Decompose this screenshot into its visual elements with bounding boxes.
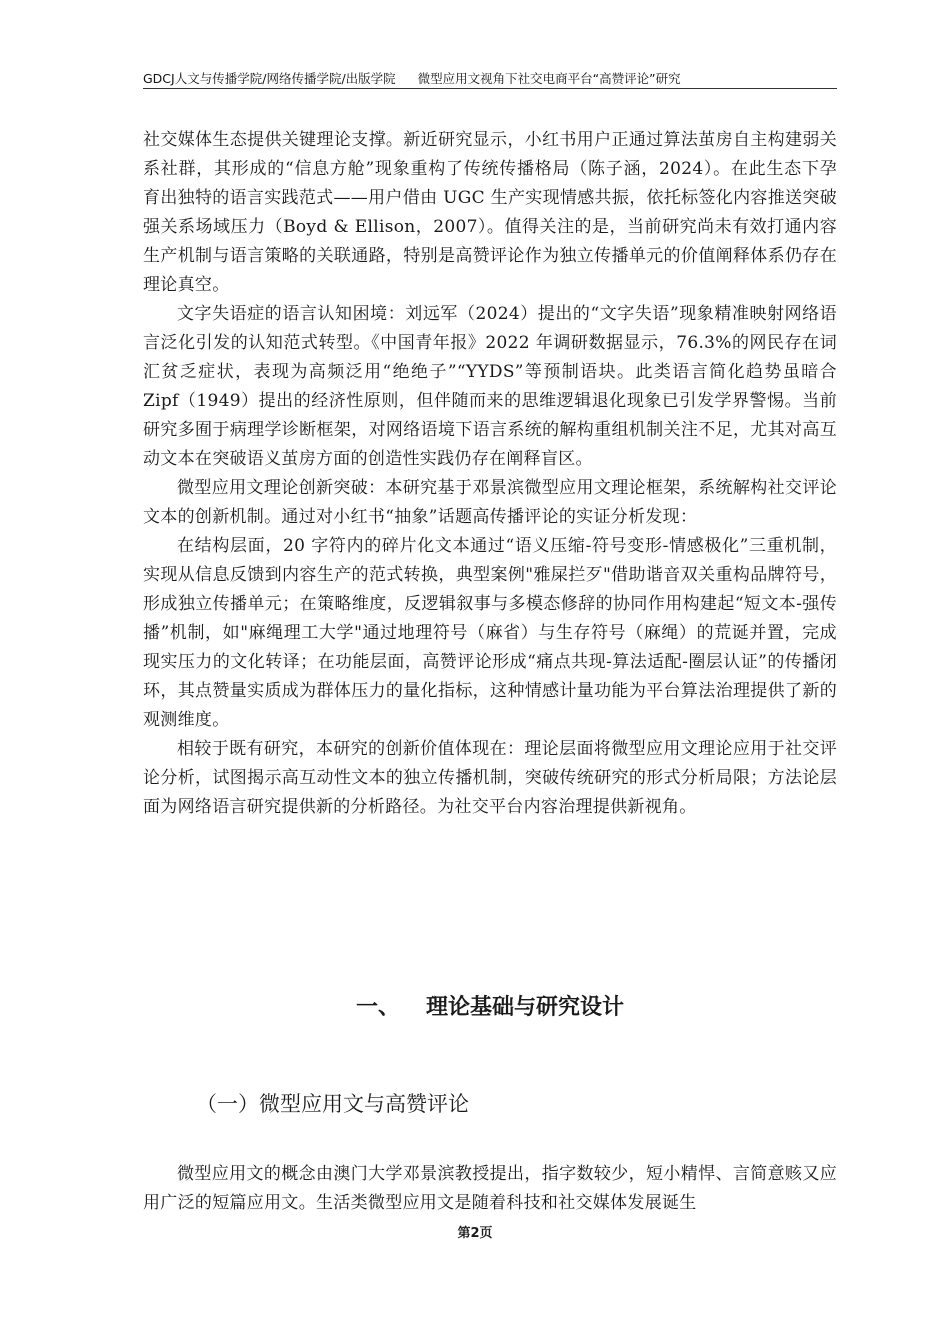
page-number: 第2页 <box>457 1226 493 1241</box>
section-heading <box>143 988 837 1028</box>
header-divider <box>143 88 837 89</box>
paragraph-innovation: 微型应用文理论创新突破：本研究基于邓景滨微型应用文理论框架，系统解构社交评论文本的创新机制。通过对小红书“抽象”话题高传播评论的实证分析发现： <box>143 478 837 527</box>
body-text-block <box>143 126 837 822</box>
body-text-closing <box>143 1160 837 1218</box>
paragraph-findings: 在结构层面，20 字符内的碎片化文本通过“语义压缩-符号变形-情感极化”三重机制，实现从信息反馈到内容生产的范式转换，典型案例"雅屎拦歹"借助谐音双关重构品牌符号，形成独立传播单元；在策略维度，反逻辑叙事与多模态修辞的协同作用构建起“短文本-强传播”机制，如"麻绳理工大学"通过地理符号（麻省）与生存符号（麻绳）的荒诞并置，完成现实压力的文化转译；在功能层面，高赞评论形成“痛点共现-算法适配-圈层认证”的传播闭环，其点赞量实质成为群体压力的量化指标，这种情感计量功能为平台算法治理提供了新的观测维度。 <box>143 536 837 730</box>
subsection-heading: （一）微型应用文与高赞评论 <box>196 1092 469 1116</box>
paragraph-continued: 社交媒体生态提供关键理论支撑。新近研究显示，小红书用户正通过算法茧房自主构建弱关系社群，其形成的“信息方舱”现象重构了传统传播格局（陈子涵，2024）。在此生态下孕育出独特的语言实践范式——用户借由 UGC 生产实现情感共振，依托标签化内容推送突破强关系场域压力（Boyd & Ellison，2007）。值得关注的是，当前研究尚未有效打通内容生产机制与语言策略的关联通路，特别是高赞评论作为独立传播单元的价值阐释体系仍存在理论真空。 <box>143 130 837 295</box>
paragraph-aphasia: 文字失语症的语言认知困境：刘远军（2024）提出的“文字失语”现象精准映射网络语言泛化引发的认知范式转型。《中国青年报》2022 年调研数据显示，76.3%的网民存在词汇贫乏症状，表现为高频泛用“绝绝子”“YYDS”等预制语块。此类语言简化趋势虽暗合 Zipf（1949）提出的经济性原则，但伴随而来的思维逻辑退化现象已引发学界警惕。当前研究多囿于病理学诊断框架，对网络语境下语言系统的解构重组机制关注不足，尤其对高互动文本在突破语义茧房方面的创造性实践仍存在阐释盲区。 <box>143 304 837 469</box>
paragraph-contribution: 相较于既有研究，本研究的创新价值体现在：理论层面将微型应用文理论应用于社交评论分析，试图揭示高互动性文本的独立传播机制，突破传统研究的形式分析局限；方法论层面为网络语言研究提供新的分析路径。为社交平台内容治理提供新视角。 <box>143 739 837 817</box>
header-paper-title: 微型应用文视角下社交电商平台“高赞评论”研究 <box>417 71 681 86</box>
paragraph-micro-applied-writing: 微型应用文的概念由澳门大学邓景滨教授提出，指字数较少，短小精悍、言简意赅又应用广泛的短篇应用文。生活类微型应用文是随着科技和社交媒体发展诞生 <box>143 1164 837 1213</box>
section-number: 一、 <box>355 995 400 1020</box>
section-title: 理论基础与研究设计 <box>426 995 625 1020</box>
running-header <box>143 70 837 88</box>
header-college: GDCJ人文与传播学院/网络传播学院/出版学院 <box>143 71 396 86</box>
